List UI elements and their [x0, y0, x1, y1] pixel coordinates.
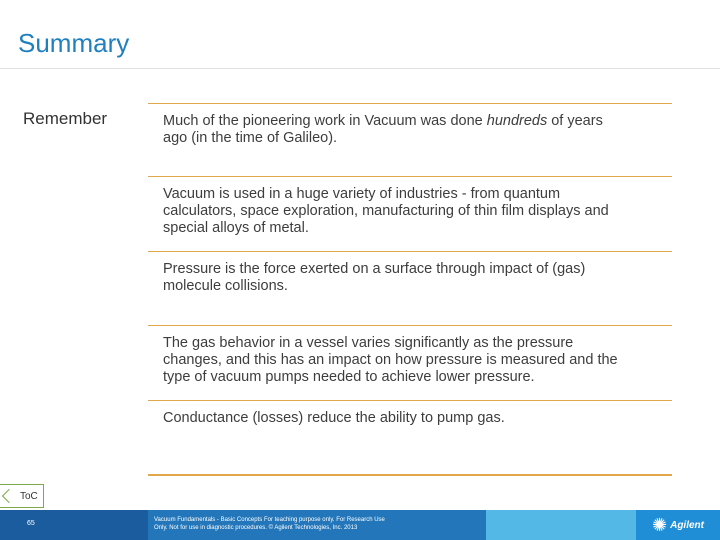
toc-label: ToC	[20, 490, 38, 502]
summary-point	[148, 325, 672, 386]
agilent-spark-icon: ✺	[652, 515, 668, 535]
footer-bar	[0, 510, 720, 540]
logo-text: Agilent	[670, 519, 704, 531]
footer-note: Vacuum Fundamentals - Basic Concepts For teaching purpose only. For Research Use Only. Not for use in diagnostic procedures. © Agilent Technologies, Inc. 2013	[148, 510, 486, 540]
summary-point-text: The gas behavior in a vessel varies significantly as the pressure changes, and this has an impact on how pressure is measured and the type of vacuum pumps needed to achieve lower pressure.	[163, 335, 618, 385]
toc-button[interactable]	[0, 484, 44, 508]
point-text-start: Much of the pioneering work in Vacuum was done	[163, 113, 487, 129]
footer-stripe	[486, 510, 636, 540]
page-number: 65	[27, 520, 35, 527]
point-text-end: of years ago (in the time of Galileo).	[163, 113, 603, 146]
slide-title: Summary	[18, 28, 130, 58]
title-divider	[0, 68, 720, 69]
summary-point-text: Vacuum is used in a huge variety of industries - from quantum calculators, space exploration, manufacturing of thin film displays and special alloys of metal.	[163, 186, 609, 236]
summary-point-text: Pressure is the force exerted on a surface through impact of (gas) molecule collisions.	[163, 261, 586, 294]
summary-point-text: Conductance (losses) reduce the ability to pump gas.	[163, 410, 505, 426]
summary-point	[148, 251, 672, 295]
summary-point	[148, 400, 672, 427]
company-logo	[636, 510, 720, 540]
summary-point-text	[163, 113, 672, 147]
summary-point	[148, 176, 672, 237]
point-text-emphasis: hundreds	[486, 113, 548, 129]
chevron-left-icon	[2, 489, 16, 503]
bottom-divider	[148, 474, 672, 476]
footer-page-block	[0, 510, 148, 540]
summary-point	[148, 103, 672, 147]
section-label: Remember	[23, 109, 108, 128]
